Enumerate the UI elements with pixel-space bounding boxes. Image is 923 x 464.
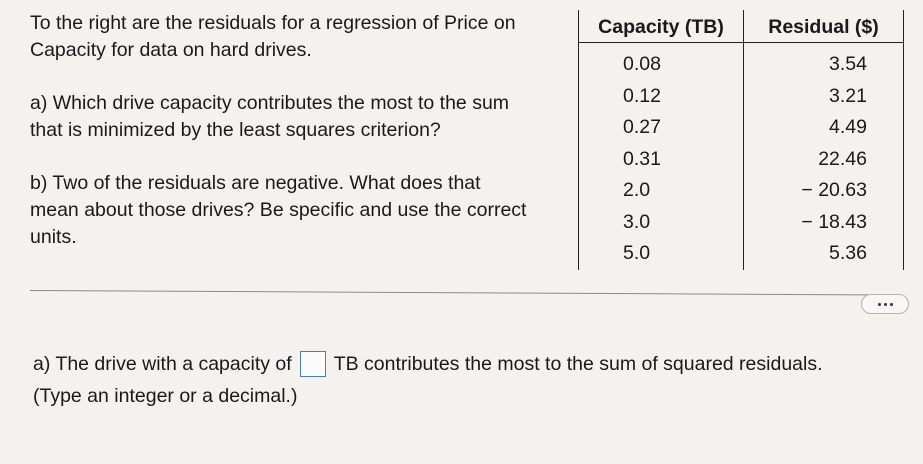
question-a: a) Which drive capacity contributes the most to the sum that is minimized by the least squares criterion?	[30, 92, 510, 141]
section-divider	[30, 290, 888, 295]
residual-cell: 3.21	[744, 81, 904, 113]
residual-header: Residual ($)	[744, 10, 904, 43]
capacity-cell: 2.0	[579, 175, 744, 207]
residual-cell: 3.54	[744, 43, 904, 81]
answer-section	[33, 348, 823, 412]
capacity-cell: 0.08	[579, 43, 744, 81]
expand-more-button[interactable]	[861, 294, 909, 314]
capacity-header: Capacity (TB)	[579, 10, 744, 43]
table-row	[579, 175, 904, 207]
capacity-cell: 5.0	[579, 238, 744, 270]
answer-suffix: TB contributes the most to the sum of squared residuals.	[333, 353, 823, 375]
answer-hint: (Type an integer or a decimal.)	[33, 385, 298, 407]
answer-prefix: a) The drive with a capacity of	[33, 353, 292, 375]
table-row	[579, 43, 904, 81]
capacity-cell: 3.0	[579, 207, 744, 239]
residual-cell: 22.46	[744, 144, 904, 176]
capacity-cell: 0.31	[579, 144, 744, 176]
answer-sentence	[33, 348, 823, 380]
table-row	[579, 112, 904, 144]
intro-text: To the right are the residuals for a regression of Price on Capacity for data on hard drives.	[30, 12, 516, 61]
residuals-table	[578, 10, 904, 270]
table-row	[579, 144, 904, 176]
capacity-cell: 0.27	[579, 112, 744, 144]
table-row	[579, 238, 904, 270]
table-row	[579, 81, 904, 113]
capacity-cell: 0.12	[579, 81, 744, 113]
residual-cell: 5.36	[744, 238, 904, 270]
residual-cell: − 18.43	[744, 207, 904, 239]
ellipsis-icon	[878, 303, 893, 306]
capacity-answer-input[interactable]	[300, 351, 326, 377]
residual-cell: 4.49	[744, 112, 904, 144]
problem-statement	[30, 10, 590, 251]
table-row	[579, 207, 904, 239]
residual-cell: − 20.63	[744, 175, 904, 207]
table-header-row	[579, 10, 904, 43]
question-b: b) Two of the residuals are negative. What does that mean about those drives? Be specific and use the correct units.	[30, 172, 527, 248]
